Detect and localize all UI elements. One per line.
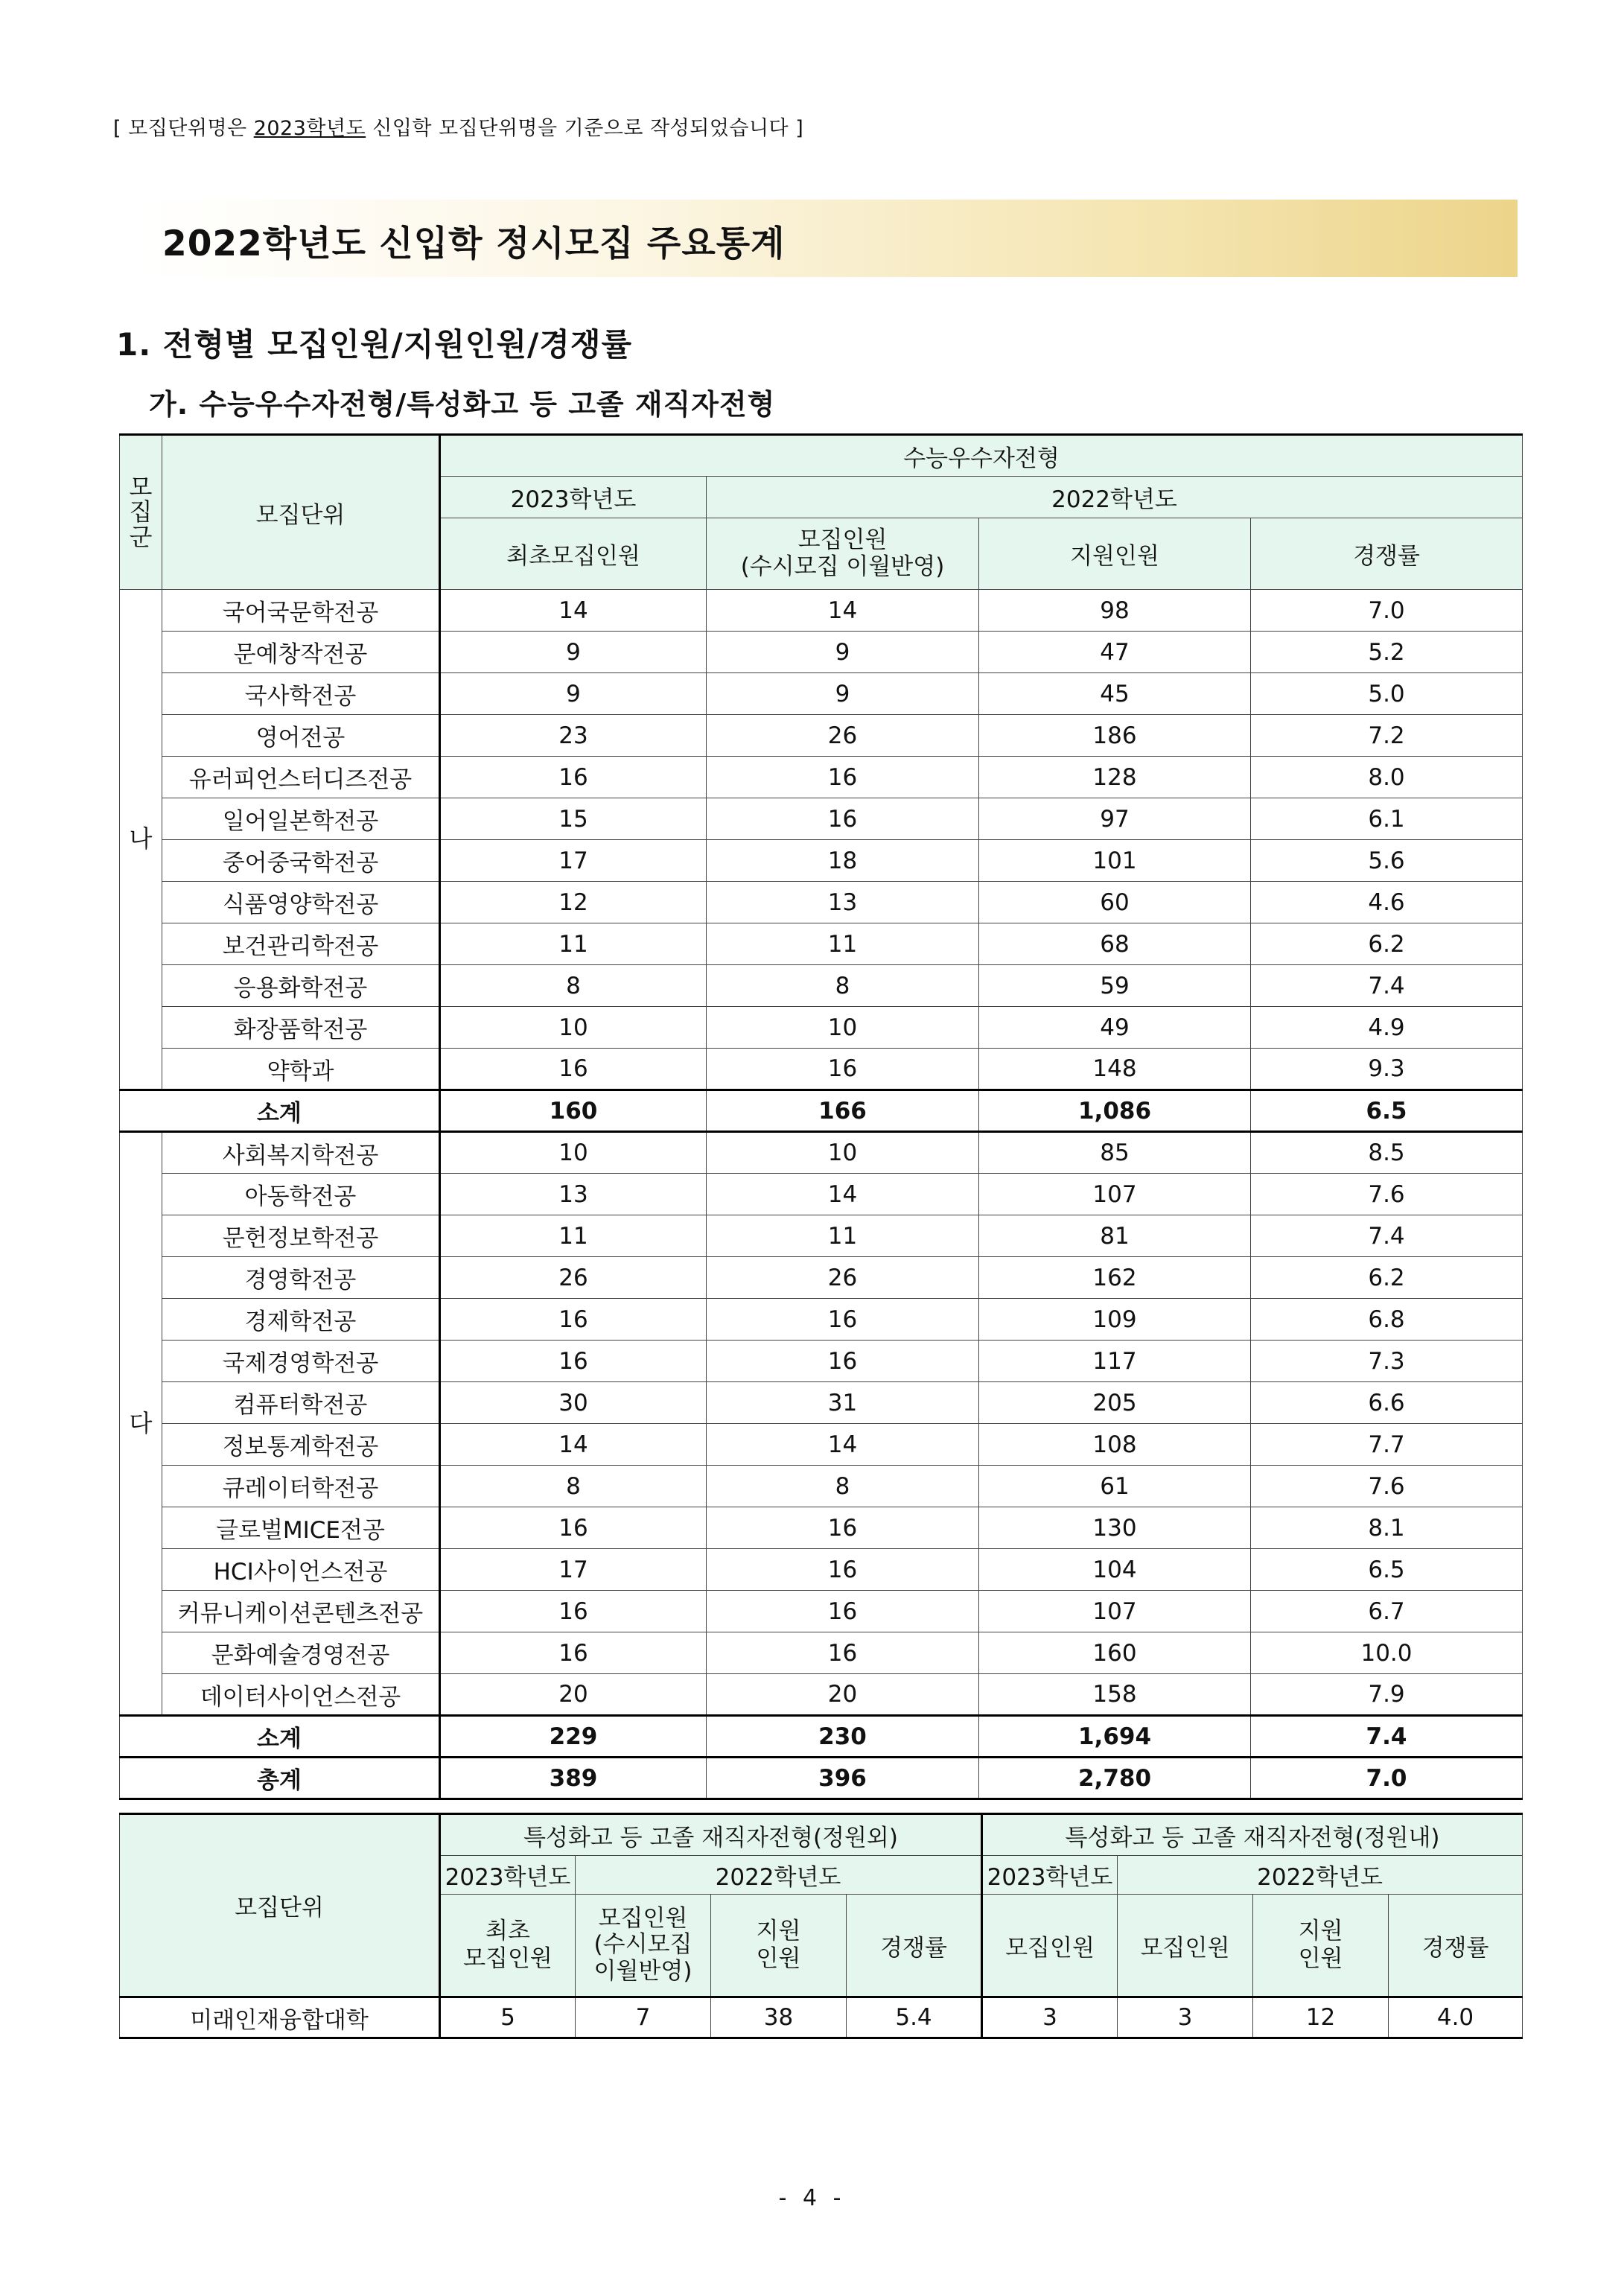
subtotal-applicants: 1,086 <box>979 1090 1251 1132</box>
row-ratio: 6.6 <box>1251 1382 1523 1424</box>
header-group-col: 모 집 군 <box>120 435 162 590</box>
subtotal-initial: 160 <box>440 1090 707 1132</box>
subtotal-applicants: 1,694 <box>979 1716 1251 1758</box>
row-applicants: 47 <box>979 632 1251 673</box>
section-heading: 1. 전형별 모집인원/지원인원/경쟁률 <box>116 326 633 363</box>
table-row <box>120 1549 1523 1591</box>
t2-in-applicants: 12 <box>1253 1997 1389 2038</box>
row-quota: 11 <box>707 1215 979 1257</box>
t2-initial-line1: 최초 <box>485 1917 530 1944</box>
t2-header-track-inside: 특성화고 등 고졸 재직자전형(정원내) <box>982 1814 1523 1856</box>
t2-out-applicants: 38 <box>711 1997 847 2038</box>
t2-quota-line2: (수시모집 <box>593 1931 692 1959</box>
row-initial: 23 <box>440 715 707 757</box>
row-unit: 보건관리학전공 <box>162 923 440 965</box>
row-applicants: 60 <box>979 882 1251 923</box>
row-unit: 일어일본학전공 <box>162 798 440 840</box>
row-quota: 26 <box>707 1257 979 1299</box>
total-initial: 389 <box>440 1758 707 1799</box>
row-initial: 17 <box>440 1549 707 1591</box>
t2-header-out-applicants <box>711 1895 847 1997</box>
t2-quota-line1: 모집인원 <box>598 1904 688 1932</box>
row-initial: 16 <box>440 1591 707 1632</box>
header-year-2023: 2023학년도 <box>440 477 707 518</box>
t2-in-app-line2: 인원 <box>1298 1945 1343 1972</box>
row-initial: 13 <box>440 1174 707 1215</box>
table-row <box>120 1257 1523 1299</box>
row-initial: 12 <box>440 882 707 923</box>
table-row <box>120 1424 1523 1466</box>
row-applicants: 117 <box>979 1341 1251 1382</box>
row-unit: 큐레이터학전공 <box>162 1466 440 1507</box>
row-unit: 정보통계학전공 <box>162 1424 440 1466</box>
t2-header-out-2023: 2023학년도 <box>440 1856 576 1895</box>
row-quota: 16 <box>707 757 979 798</box>
notice-suffix: 신입학 모집단위명을 기준으로 작성되었습니다 ] <box>366 117 804 140</box>
subtotal-label: 소계 <box>120 1716 440 1758</box>
row-ratio: 6.1 <box>1251 798 1523 840</box>
row-applicants: 130 <box>979 1507 1251 1549</box>
row-applicants: 108 <box>979 1424 1251 1466</box>
table-row <box>120 757 1523 798</box>
row-applicants: 162 <box>979 1257 1251 1299</box>
row-ratio: 8.1 <box>1251 1507 1523 1549</box>
table-worker-track <box>119 1813 1523 2039</box>
total-label: 총계 <box>120 1758 440 1799</box>
row-unit: 사회복지학전공 <box>162 1132 440 1174</box>
table-row <box>120 965 1523 1007</box>
row-ratio: 10.0 <box>1251 1632 1523 1674</box>
table-row <box>120 1674 1523 1716</box>
table-row <box>120 1632 1523 1674</box>
row-unit: 약학과 <box>162 1049 440 1090</box>
t2-header-in-ratio: 경쟁률 <box>1389 1895 1523 1997</box>
notice-text <box>113 112 803 141</box>
row-initial: 10 <box>440 1132 707 1174</box>
row-unit: 문화예술경영전공 <box>162 1632 440 1674</box>
subtotal-row <box>120 1090 1523 1132</box>
row-applicants: 205 <box>979 1382 1251 1424</box>
header-track: 수능우수자전형 <box>440 435 1523 477</box>
row-unit: 식품영양학전공 <box>162 882 440 923</box>
subtotal-ratio: 6.5 <box>1251 1090 1523 1132</box>
subtotal-quota: 166 <box>707 1090 979 1132</box>
row-ratio: 7.0 <box>1251 590 1523 632</box>
t2-in-2023-quota: 3 <box>982 1997 1118 2038</box>
row-applicants: 98 <box>979 590 1251 632</box>
row-unit: 데이터사이언스전공 <box>162 1674 440 1716</box>
row-applicants: 109 <box>979 1299 1251 1341</box>
row-unit: 유러피언스터디즈전공 <box>162 757 440 798</box>
row-initial: 14 <box>440 1424 707 1466</box>
row-initial: 16 <box>440 1299 707 1341</box>
row-quota: 31 <box>707 1382 979 1424</box>
row-applicants: 158 <box>979 1674 1251 1716</box>
t2-header-in-2022: 2022학년도 <box>1118 1856 1523 1895</box>
t2-in-ratio: 4.0 <box>1389 1997 1523 2038</box>
t2-header-out-2022: 2022학년도 <box>576 1856 982 1895</box>
row-quota: 18 <box>707 840 979 882</box>
t2-header-out-quota <box>576 1895 711 1997</box>
t2-header-track-outside: 특성화고 등 고졸 재직자전형(정원외) <box>440 1814 982 1856</box>
subtotal-quota: 230 <box>707 1716 979 1758</box>
table-row <box>120 1299 1523 1341</box>
row-ratio: 7.6 <box>1251 1466 1523 1507</box>
row-applicants: 104 <box>979 1549 1251 1591</box>
row-quota: 16 <box>707 1549 979 1591</box>
row-quota: 10 <box>707 1132 979 1174</box>
row-quota: 16 <box>707 1591 979 1632</box>
table-row <box>120 673 1523 715</box>
row-initial: 16 <box>440 1632 707 1674</box>
subtotal-row <box>120 1716 1523 1758</box>
header-quota <box>707 518 979 590</box>
row-unit: HCI사이언스전공 <box>162 1549 440 1591</box>
row-applicants: 128 <box>979 757 1251 798</box>
row-applicants: 68 <box>979 923 1251 965</box>
row-ratio: 8.0 <box>1251 757 1523 798</box>
row-applicants: 45 <box>979 673 1251 715</box>
row-ratio: 4.6 <box>1251 882 1523 923</box>
table-row <box>120 923 1523 965</box>
row-initial: 9 <box>440 632 707 673</box>
row-initial: 20 <box>440 1674 707 1716</box>
row-ratio: 7.4 <box>1251 1215 1523 1257</box>
total-quota: 396 <box>707 1758 979 1799</box>
row-initial: 15 <box>440 798 707 840</box>
row-ratio: 5.0 <box>1251 673 1523 715</box>
row-initial: 8 <box>440 1466 707 1507</box>
row-quota: 9 <box>707 673 979 715</box>
row-ratio: 7.4 <box>1251 965 1523 1007</box>
row-unit: 경영학전공 <box>162 1257 440 1299</box>
t2-header-in-quota-2022: 모집인원 <box>1118 1895 1253 1997</box>
row-initial: 14 <box>440 590 707 632</box>
table-row <box>120 590 1523 632</box>
row-applicants: 186 <box>979 715 1251 757</box>
t2-in-2022-quota: 3 <box>1118 1997 1253 2038</box>
page-title: 2022학년도 신입학 정시모집 주요통계 <box>162 223 786 264</box>
total-ratio: 7.0 <box>1251 1758 1523 1799</box>
total-applicants: 2,780 <box>979 1758 1251 1799</box>
row-applicants: 107 <box>979 1174 1251 1215</box>
page-number: - 4 - <box>778 2185 846 2211</box>
row-applicants: 107 <box>979 1591 1251 1632</box>
row-quota: 11 <box>707 923 979 965</box>
row-initial: 11 <box>440 923 707 965</box>
header-ratio: 경쟁률 <box>1251 518 1523 590</box>
row-ratio: 7.9 <box>1251 1674 1523 1716</box>
row-initial: 11 <box>440 1215 707 1257</box>
t2-header-in-applicants <box>1253 1895 1389 1997</box>
row-quota: 10 <box>707 1007 979 1049</box>
row-ratio: 5.6 <box>1251 840 1523 882</box>
row-unit: 영어전공 <box>162 715 440 757</box>
header-unit-col: 모집단위 <box>162 435 440 590</box>
subtotal-ratio: 7.4 <box>1251 1716 1523 1758</box>
row-quota: 8 <box>707 965 979 1007</box>
row-initial: 17 <box>440 840 707 882</box>
row-unit: 국사학전공 <box>162 673 440 715</box>
group-label-group_da: 다 <box>120 1132 162 1716</box>
row-ratio: 6.7 <box>1251 1591 1523 1632</box>
table-row <box>120 1049 1523 1090</box>
row-quota: 14 <box>707 590 979 632</box>
row-applicants: 101 <box>979 840 1251 882</box>
row-unit: 컴퓨터학전공 <box>162 1382 440 1424</box>
row-unit: 응용화학전공 <box>162 965 440 1007</box>
row-ratio: 4.9 <box>1251 1007 1523 1049</box>
row-applicants: 49 <box>979 1007 1251 1049</box>
row-ratio: 6.5 <box>1251 1549 1523 1591</box>
table-row <box>120 715 1523 757</box>
row-initial: 16 <box>440 757 707 798</box>
t2-out-initial: 5 <box>440 1997 576 2038</box>
row-initial: 16 <box>440 1507 707 1549</box>
row-quota: 16 <box>707 1341 979 1382</box>
header-year-2022: 2022학년도 <box>707 477 1523 518</box>
t2-out-ratio: 5.4 <box>847 1997 982 2038</box>
row-ratio: 6.2 <box>1251 1257 1523 1299</box>
group-label-group_na: 나 <box>120 590 162 1090</box>
subsection-heading: 가. 수능우수자전형/특성화고 등 고졸 재직자전형 <box>149 388 776 421</box>
table-row <box>120 882 1523 923</box>
row-unit: 경제학전공 <box>162 1299 440 1341</box>
row-applicants: 97 <box>979 798 1251 840</box>
t2-app-line1: 지원 <box>756 1917 801 1944</box>
row-applicants: 59 <box>979 965 1251 1007</box>
t2-initial-line2: 모집인원 <box>463 1945 553 1972</box>
t2-header-out-initial <box>440 1895 576 1997</box>
t2-unit: 미래인재융합대학 <box>120 1997 440 2038</box>
table-row <box>120 1341 1523 1382</box>
table-row <box>120 1382 1523 1424</box>
header-initial: 최초모집인원 <box>440 518 707 590</box>
header-quota-line2: (수시모집 이월반영) <box>740 553 945 580</box>
row-quota: 14 <box>707 1174 979 1215</box>
row-unit: 화장품학전공 <box>162 1007 440 1049</box>
row-ratio: 9.3 <box>1251 1049 1523 1090</box>
row-unit: 중어중국학전공 <box>162 840 440 882</box>
row-applicants: 81 <box>979 1215 1251 1257</box>
row-ratio: 7.2 <box>1251 715 1523 757</box>
row-unit: 국제경영학전공 <box>162 1341 440 1382</box>
table-row <box>120 1507 1523 1549</box>
table-row <box>120 1591 1523 1632</box>
row-quota: 16 <box>707 798 979 840</box>
t2-quota-line3: 이월반영) <box>593 1957 692 1985</box>
t2-header-in-2023: 2023학년도 <box>982 1856 1118 1895</box>
row-ratio: 5.2 <box>1251 632 1523 673</box>
table-suneung-track <box>119 433 1523 1800</box>
row-applicants: 61 <box>979 1466 1251 1507</box>
table-row <box>120 798 1523 840</box>
table-row <box>120 1132 1523 1174</box>
table-row <box>120 1007 1523 1049</box>
table-row <box>120 1174 1523 1215</box>
t2-app-line2: 인원 <box>756 1945 801 1972</box>
total-row <box>120 1758 1523 1799</box>
subtotal-initial: 229 <box>440 1716 707 1758</box>
row-unit: 국어국문학전공 <box>162 590 440 632</box>
table-row <box>120 840 1523 882</box>
table-row <box>120 1466 1523 1507</box>
t2-header-in-quota-2023: 모집인원 <box>982 1895 1118 1997</box>
row-quota: 16 <box>707 1299 979 1341</box>
row-ratio: 7.3 <box>1251 1341 1523 1382</box>
t2-header-unit: 모집단위 <box>120 1814 440 1997</box>
row-ratio: 7.7 <box>1251 1424 1523 1466</box>
row-initial: 30 <box>440 1382 707 1424</box>
row-applicants: 148 <box>979 1049 1251 1090</box>
t2-out-quota: 7 <box>576 1997 711 2038</box>
row-quota: 26 <box>707 715 979 757</box>
header-applicants: 지원인원 <box>979 518 1251 590</box>
row-quota: 9 <box>707 632 979 673</box>
row-applicants: 85 <box>979 1132 1251 1174</box>
row-quota: 8 <box>707 1466 979 1507</box>
row-unit: 글로벌MICE전공 <box>162 1507 440 1549</box>
t2-in-app-line1: 지원 <box>1298 1917 1343 1944</box>
table-row <box>120 1215 1523 1257</box>
title-bar <box>140 200 1518 277</box>
row-quota: 16 <box>707 1507 979 1549</box>
subtotal-label: 소계 <box>120 1090 440 1132</box>
row-ratio: 6.8 <box>1251 1299 1523 1341</box>
notice-prefix: [ 모집단위명은 <box>113 117 254 140</box>
row-ratio: 7.6 <box>1251 1174 1523 1215</box>
row-unit: 커뮤니케이션콘텐츠전공 <box>162 1591 440 1632</box>
row-initial: 10 <box>440 1007 707 1049</box>
header-quota-line1: 모집인원 <box>797 526 888 553</box>
row-ratio: 8.5 <box>1251 1132 1523 1174</box>
row-initial: 26 <box>440 1257 707 1299</box>
row-unit: 문헌정보학전공 <box>162 1215 440 1257</box>
row-initial: 16 <box>440 1049 707 1090</box>
notice-year: 2023학년도 <box>253 117 366 140</box>
t2-header-out-ratio: 경쟁률 <box>847 1895 982 1997</box>
row-quota: 16 <box>707 1049 979 1090</box>
row-initial: 8 <box>440 965 707 1007</box>
row-applicants: 160 <box>979 1632 1251 1674</box>
row-unit: 아동학전공 <box>162 1174 440 1215</box>
row-initial: 16 <box>440 1341 707 1382</box>
row-unit: 문예창작전공 <box>162 632 440 673</box>
row-quota: 20 <box>707 1674 979 1716</box>
row-quota: 16 <box>707 1632 979 1674</box>
row-quota: 13 <box>707 882 979 923</box>
table-row <box>120 632 1523 673</box>
row-initial: 9 <box>440 673 707 715</box>
row-ratio: 6.2 <box>1251 923 1523 965</box>
row-quota: 14 <box>707 1424 979 1466</box>
